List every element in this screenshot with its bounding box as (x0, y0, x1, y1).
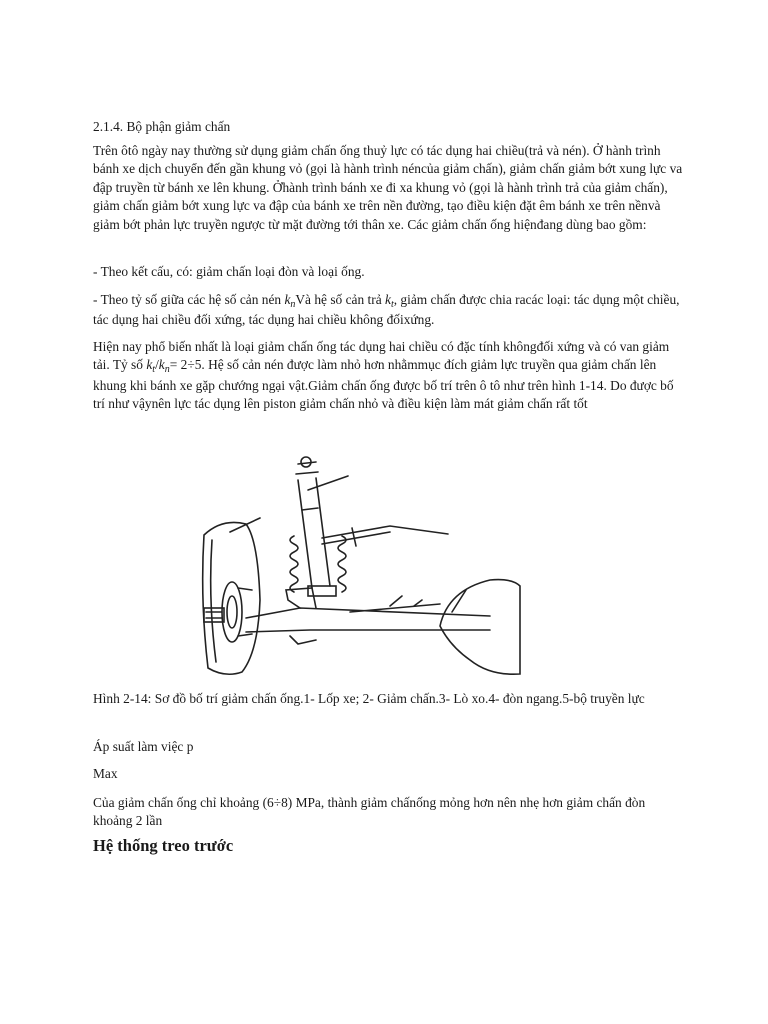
transmission-housing-icon (440, 580, 520, 675)
kt-symbol: k (385, 292, 391, 307)
kn-subscript: n (290, 299, 296, 310)
drive-shaft-icon (350, 596, 440, 612)
para3-text-2: = 2÷5. Hệ số cản nén được làm nhỏ hơn nhằmmục đích giảm lực truyền qua giảm chấn lên khung khi bánh xe gặp chướng ngại vật.Giảm chấn ống được bố trí trên ô tô như trên hình 1-14. Do được bố trí như vậynên lực tác dụng lên piston giảm chấn nhỏ và điều kiện làm mát giảm chấn rất tốt (93, 357, 674, 412)
ratio-kt-subscript: t (152, 364, 156, 376)
ratio-kn-symbol: k (158, 357, 165, 373)
bullet-coefficient-ratio (93, 291, 683, 330)
figure-caption: Hình 2-14: Sơ đồ bố trí giảm chấn ống.1- Lốp xe; 2- Giảm chấn.3- Lò xo.4- đòn ngang.5-bộ truyền lực (93, 691, 645, 706)
kt-subscript: t (390, 299, 394, 310)
bullet2-text-3: , giảm chấn được chia racác loại: tác dụng một chiều, tác dụng hai chiều đối xứng, tác dụng hai chiều không đốixứng. (93, 292, 680, 328)
shock-absorber-diagram (190, 440, 530, 680)
front-suspension-heading: Hệ thống treo trước (93, 836, 234, 855)
bullet2-text-2: Và hệ số cản trả (295, 292, 385, 307)
ratio-kt-symbol: k (146, 357, 153, 373)
paragraph-intro: Trên ôtô ngày nay thường sử dụng giảm chấn ống thuỷ lực có tác dụng hai chiều(trả và nén). Ở hành trình bánh xe dịch chuyển đến gần khung vỏ (gọi là hành trình néncủa giảm chấn), giảm chấn giảm bớt xung lực va đập truyền từ bánh xe lên khung. Ởhành trình bánh xe đi xa khung vỏ (gọi là hành trình trả của giảm chấn), giảm chấn giảm bớt xung lực va đập của bánh xe trên nền đường, tạo điều kiện đặt êm bánh xe trên nềnvà giảm bớt phản lực truyền ngược từ mặt đường tới thân xe. Các giảm chấn ống hiệnđang dùng bao gồm: (93, 143, 683, 232)
max-line: Max (93, 766, 118, 781)
bullet2-text-1: - Theo tỷ số giữa các hệ số cản nén (93, 292, 285, 307)
ratio-kn-subscript: n (164, 364, 170, 376)
pressure-line: Áp suất làm việc p (93, 739, 194, 754)
kn-symbol: k (284, 292, 291, 307)
ratio-slash: / (155, 357, 159, 373)
shock-absorber-icon (296, 457, 348, 596)
section-title: 2.1.4. Bộ phận giảm chấn (93, 119, 231, 134)
para3-text-1: Hiện nay phổ biến nhất là loại giảm chấn ống tác dụng hai chiều có đặc tính khôngđối xứng và có van giảm tải. Tỷ số (93, 339, 670, 373)
paragraph-weight: Của giảm chấn ống chỉ khoảng (6÷8) MPa, thành giảm chấnống mỏng hơn nên nhẹ hơn giảm chấn đòn khoảng 2 lần (93, 795, 646, 829)
tire-icon (203, 518, 260, 674)
paragraph-common-type (93, 338, 683, 414)
lower-arm-icon (246, 588, 490, 644)
bullet-structure: - Theo kết cấu, có: giảm chấn loại đòn và loại ống. (93, 264, 365, 279)
frame-bracket-icon (322, 526, 448, 546)
spring-icon (290, 536, 346, 592)
